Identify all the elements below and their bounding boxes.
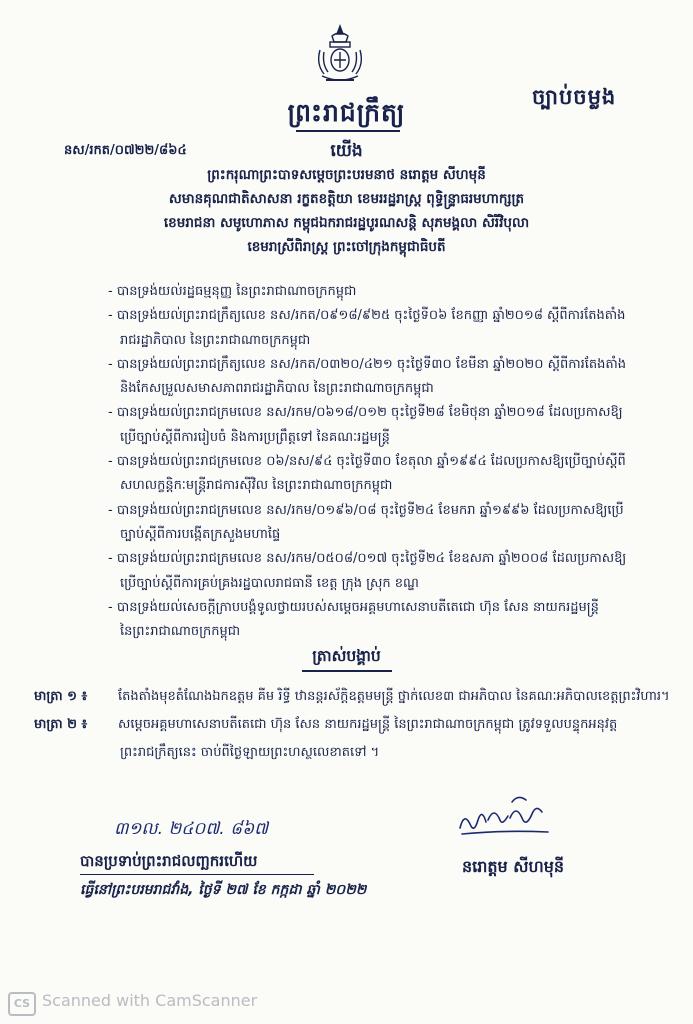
article-2-label: មាត្រា ២ ៖: [34, 717, 88, 732]
preamble-item-cont: សហលក្ខន្តិកៈមន្ត្រីរាជការស៊ីវិល នៃព្រះរាជាណាចក្រកម្ពុជា: [120, 478, 393, 494]
king-title-line: សមានគុណជាតិសាសនា រក្ខតខត្តិយា ខេមររដ្ឋរាស្ត្រ ពុទ្ធិន្ទ្រាធរមហាក្សត្រ: [168, 191, 525, 207]
article-2-continuation: ព្រះរាជក្រឹត្យនេះ ចាប់ពីថ្ងៃឡាយព្រះហស្ថលេខាតទៅ ។: [120, 745, 380, 760]
copy-underline: [80, 874, 314, 875]
king-title-line: ខេមរាស្រីពិរាស្ត្រ ព្រះចៅក្រុងកម្ពុជាធិបតី: [247, 239, 446, 255]
article-1-label: មាត្រា ១ ៖: [34, 689, 88, 704]
camscanner-logo-icon: CS: [8, 992, 36, 1016]
preamble-item-cont: ច្បាប់ស្តីពីការបង្កើតក្រសួងមហាផ្ទៃ: [120, 526, 281, 542]
preamble-item: - បានទ្រង់យល់ព្រះរាជក្រឹត្យលេខ នស/រកត/០៩១៨/៩២៥ ចុះថ្ងៃទី០៦ ខែកញ្ញា ឆ្នាំ២០១៨ ស្តីពីការតែងតាំង: [108, 308, 626, 324]
preamble-item: - បានទ្រង់យល់ព្រះរាជក្រមលេខ ០៦/នស/៩៤ ចុះថ្ងៃទី៣០ ខែតុលា ឆ្នាំ១៩៩៤ ដែលប្រកាសឱ្យប្រើច្បាប់ស្តីពី: [108, 454, 626, 470]
title-underline: [296, 130, 400, 132]
preamble-item-cont: ប្រើច្បាប់ស្តីពីការគ្រប់គ្រងរដ្ឋបាលរាជធានី ខេត្ត ក្រុង ស្រុក ខណ្ឌ: [120, 575, 419, 591]
preamble-item-cont: នៃព្រះរាជាណាចក្រកម្ពុជា: [120, 624, 241, 640]
preamble-item-cont: ប្រើច្បាប់ស្តីពីការរៀបចំ និងការប្រព្រឹត្តទៅ នៃគណៈរដ្ឋមន្ត្រី: [120, 429, 390, 445]
scanner-watermark: Scanned with CamScanner: [42, 991, 258, 1010]
copy-certified-label: បានប្រទាប់ព្រះរាជលញ្ឆករហើយ: [80, 852, 258, 870]
reference-number: នស/រកត/០៧២២/៨៦៤: [64, 143, 187, 158]
preamble-item-cont: រាជរដ្ឋាភិបាល នៃព្រះរាជាណាចក្រកម្ពុជា: [120, 332, 311, 348]
king-title-line: ព្រះករុណាព្រះបាទសម្តេចព្រះបរមនាថ នរោត្តម សីហមុនី: [207, 167, 486, 183]
article-2-text: សម្តេចអគ្គមហាសេនាបតីតេជោ ហ៊ុន សែន នាយករដ្ឋមន្ត្រី នៃព្រះរាជាណាចក្រកម្ពុជា ត្រូវទទួលបន្ទុកអនុវត្ត: [118, 717, 618, 732]
decree-title: ព្រះរាជក្រឹត្យ: [287, 98, 406, 127]
article-1-text: តែងតាំងមុខតំណែងឯកឧត្តម គីម រិទ្ធី ឋានន្តរស័ក្តិឧត្តមមន្ត្រី ថ្នាក់លេខ៣ ជាអភិបាល នៃគណៈអភិបាលខេត្តព្រះវិហារ។: [118, 689, 670, 704]
preamble-item: - បានទ្រង់យល់រដ្ឋធម្មនុញ្ញ នៃព្រះរាជាណាចក្រកម្ពុជា: [108, 284, 357, 299]
royal-signature: [452, 790, 562, 840]
handwritten-date: ៣១ល. ២៤០៧. ៨៦៧: [114, 819, 269, 839]
royal-emblem-icon: [312, 24, 368, 86]
article-1: [34, 688, 670, 707]
preamble-list: [108, 280, 670, 644]
article-2: [34, 716, 617, 735]
king-title-line: ខេមរាជនា សមូហោភាស កម្ពុជឯករាជរដ្ឋបូរណសន្តិ សុភមង្គលា សិរីវិបុលា: [163, 215, 530, 231]
preamble-item: - បានទ្រង់យល់ព្រះរាជក្រមលេខ នស/រកម/០១៩៦/០៨ ចុះថ្ងៃទី២៤ ខែមករា ឆ្នាំ១៩៩៦ ដែលប្រកាសឱ្យប្រើ: [108, 502, 624, 518]
signer-name: នរោត្តម សីហមុនី: [462, 857, 565, 876]
preamble-item: - បានទ្រង់យល់ព្រះរាជក្រមលេខ នស/រកម/០៦១៨/០១២ ចុះថ្ងៃទី២៨ ខែមិថុនា ឆ្នាំ២០១៨ ដែលប្រកាសឱ្យ: [108, 405, 623, 421]
preamble-item: - បានទ្រង់យល់ព្រះរាជក្រមលេខ នស/រកម/០៥០៨/០១៧ ចុះថ្ងៃទី២៤ ខែឧសភា ឆ្នាំ២០០៨ ដែលប្រកាសឱ្យ: [108, 551, 627, 567]
decision-heading: ត្រាស់បង្គាប់: [312, 647, 381, 665]
we-heading: យើង: [330, 141, 363, 161]
copy-stamp-label: ច្បាប់ចម្លង: [532, 85, 617, 109]
place-and-date: ធ្វើនៅព្រះបរមរាជវាំង, ថ្ងៃទី ២៧ ខែ កក្កដា ឆ្នាំ ២០២២: [80, 882, 367, 898]
preamble-item: - បានទ្រង់យល់ព្រះរាជក្រឹត្យលេខ នស/រកត/០៣២០/៤២១ ចុះថ្ងៃទី៣០ ខែមីនា ឆ្នាំ២០២០ ស្តីពីការតែងតាំង: [108, 356, 627, 372]
preamble-item: - បានទ្រង់យល់សេចក្តីក្រាបបង្គំទូលថ្វាយរបស់សម្តេចអគ្គមហាសេនាបតីតេជោ ហ៊ុន សែន នាយករដ្ឋមន្ត្រី: [108, 599, 599, 615]
decision-underline: [302, 670, 392, 672]
preamble-item-cont: និងកែសម្រួលសមាសភាពរាជរដ្ឋាភិបាល នៃព្រះរាជាណាចក្រកម្ពុជា: [120, 381, 434, 397]
